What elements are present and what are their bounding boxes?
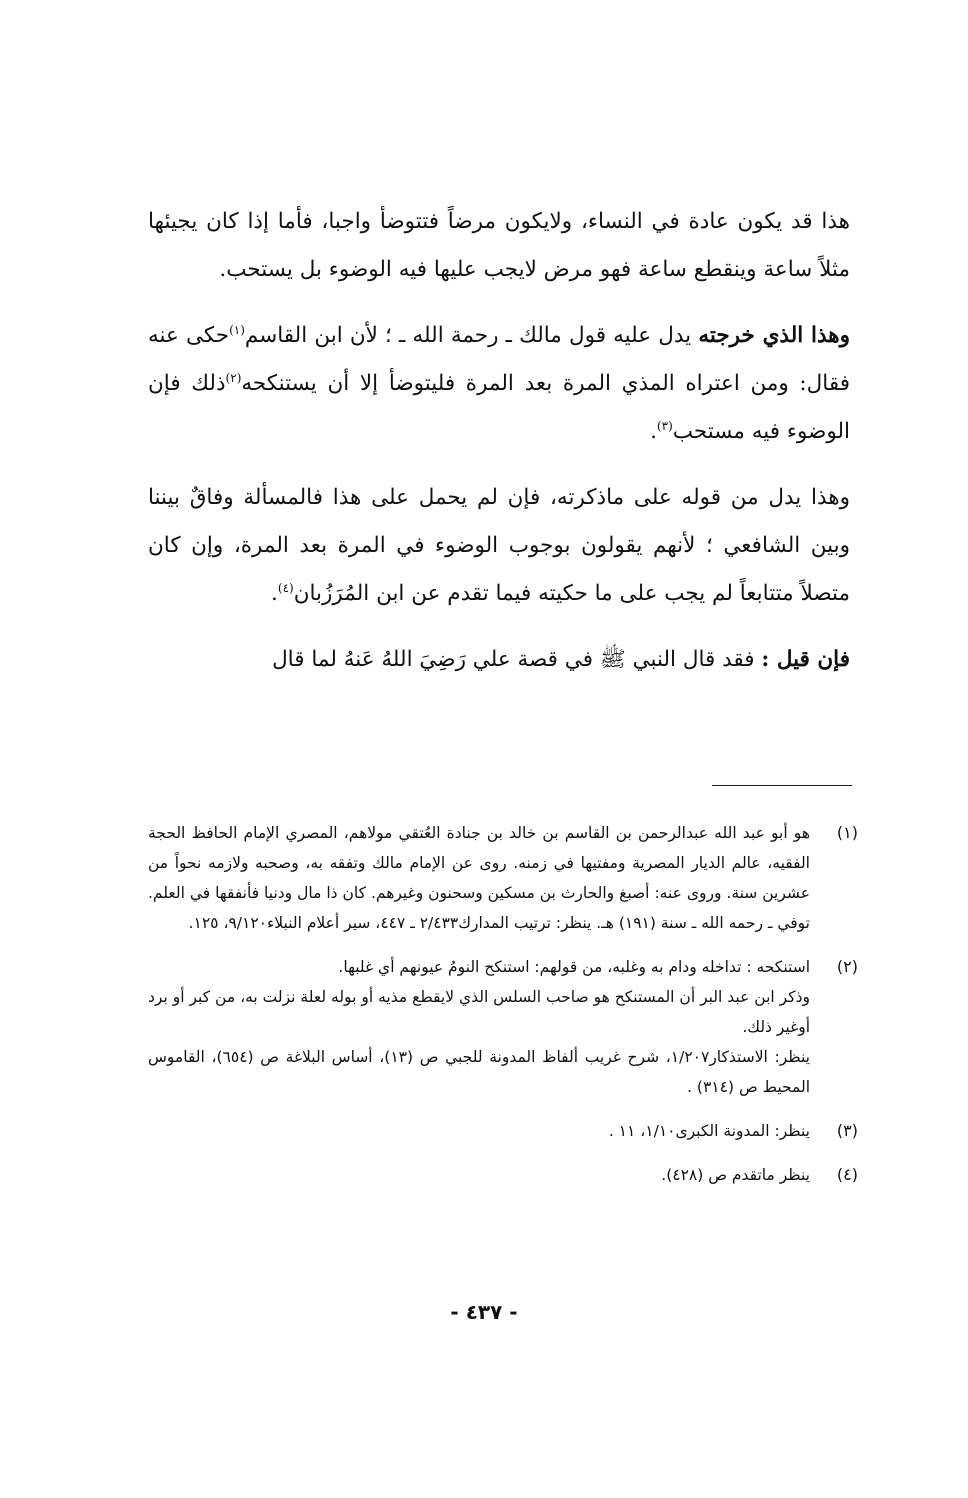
footnote-body xyxy=(148,952,810,1102)
footnote-ref-4[interactable]: (٤) xyxy=(277,580,294,595)
paragraph-4-text: فقد قال النبي ﷺ في قصة علي رَضِيَ اللهُ عَنهُ لما قال xyxy=(272,647,762,672)
footnote-line: ينظر: المدونة الكبرى١/١٠، ١١ . xyxy=(608,1122,810,1140)
footnote-body xyxy=(148,818,810,938)
paragraph-2 xyxy=(148,312,850,456)
paragraph-4-lead: فإن قيل : xyxy=(761,647,850,672)
paragraph-3-end: . xyxy=(271,581,278,606)
paragraph-4 xyxy=(148,636,850,684)
footnote-3 xyxy=(148,1116,858,1146)
footnote-number: (٣) xyxy=(836,1121,858,1140)
paragraph-2-text-b: حكى عنه فقال: ومن اعتراه المذي المرة بعد المرة فليتوضأ إلا أن يستنكحه xyxy=(148,323,850,396)
footnote-number: (١) xyxy=(836,823,858,842)
page-number: - ٤٣٧ - xyxy=(450,1300,518,1324)
paragraph-2-text-a: يدل عليه قول مالك ـ رحمة الله ـ ؛ لأن ابن القاسم xyxy=(244,323,699,348)
footnote-line: استنكحه : تداخله ودام به وغلبه، من قولهم: استنكح النومُ عيونهم أي غلبها. xyxy=(338,958,810,976)
paragraph-2-text-c: ذلك فإن الوضوء فيه مستحب xyxy=(148,371,850,444)
footnote-line: ينظر: الاستذكار١/٢٠٧، شرح غريب ألفاظ المدونة للجبي ص (١٣)، أساس البلاغة ص (٦٥٤)، القاموس المحيط ص (٣١٤) . xyxy=(148,1048,810,1096)
footnote-line: ينظر ماتقدم ص (٤٢٨). xyxy=(661,1166,810,1184)
paragraph-3 xyxy=(148,474,850,618)
paragraph-2-lead: وهذا الذي خرجته xyxy=(698,323,851,348)
paragraph-3-text: وهذا يدل من قوله على ماذكرته، فإن لم يحمل على هذا فالمسألة وفاقٌ بيننا وبين الشافعي ؛ لأنهم يقولون بوجوب الوضوء في المرة بعد المرة، وإن كان متصلاً متتابعاً لم يجب على ما حكيته فيما تقدم عن ابن المُرَزُبان xyxy=(148,485,850,606)
footnote-body xyxy=(148,1160,810,1190)
footnote-4 xyxy=(148,1160,858,1190)
footnote-ref-1[interactable]: (١) xyxy=(229,322,245,337)
footnote-ref-2[interactable]: (٢) xyxy=(225,370,242,385)
footnote-line: وذكر ابن عبد البر أن المستنكح هو صاحب السلس الذي لايقطع مذيه أو بوله لعلة نزلت به، من كبر أو برد أوغير ذلك. xyxy=(148,988,810,1036)
footnote-2 xyxy=(148,952,858,1102)
footnote-divider xyxy=(712,785,852,786)
main-text xyxy=(148,198,850,684)
footnote-number: (٤) xyxy=(836,1165,858,1184)
footnote-body xyxy=(148,1116,810,1146)
footnote-ref-3[interactable]: (٣) xyxy=(656,418,673,433)
paragraph-1 xyxy=(148,198,850,294)
footnote-number: (٢) xyxy=(836,957,858,976)
paragraph-2-end: . xyxy=(650,419,657,444)
footnote-line: هو أبو عبد الله عبدالرحمن بن القاسم بن خالد بن جنادة العُتقي مولاهم، المصري الإمام الحافظ الحجة الفقيه، عالم الديار المصرية ومفتيها في زمنه. روى عن الإمام مالك وتفقه به، وصحبه ولازمه نحواً من عشرين سنة. وروى عنه: أصبغ والحارث بن مسكين وسحنون وغيرهم. كان ذا مال ودنيا فأنفقها في العلم. توفي ـ رحمه الله ـ سنة (١٩١) هـ. ينظر: ترتيب المدارك٢/٤٣٣ ـ ٤٤٧، سير أعلام النبلاء٩/١٢٠، ١٢٥. xyxy=(148,824,810,932)
paragraph-1-text: هذا قد يكون عادة في النساء، ولايكون مرضاً فتتوضأ واجبا، فأما إذا كان يجيئها مثلاً ساعة وينقطع ساعة فهو مرض لايجب عليها فيه الوضوء بل يستحب. xyxy=(148,209,850,282)
footnote-1 xyxy=(148,818,858,938)
footnotes xyxy=(148,818,858,1204)
